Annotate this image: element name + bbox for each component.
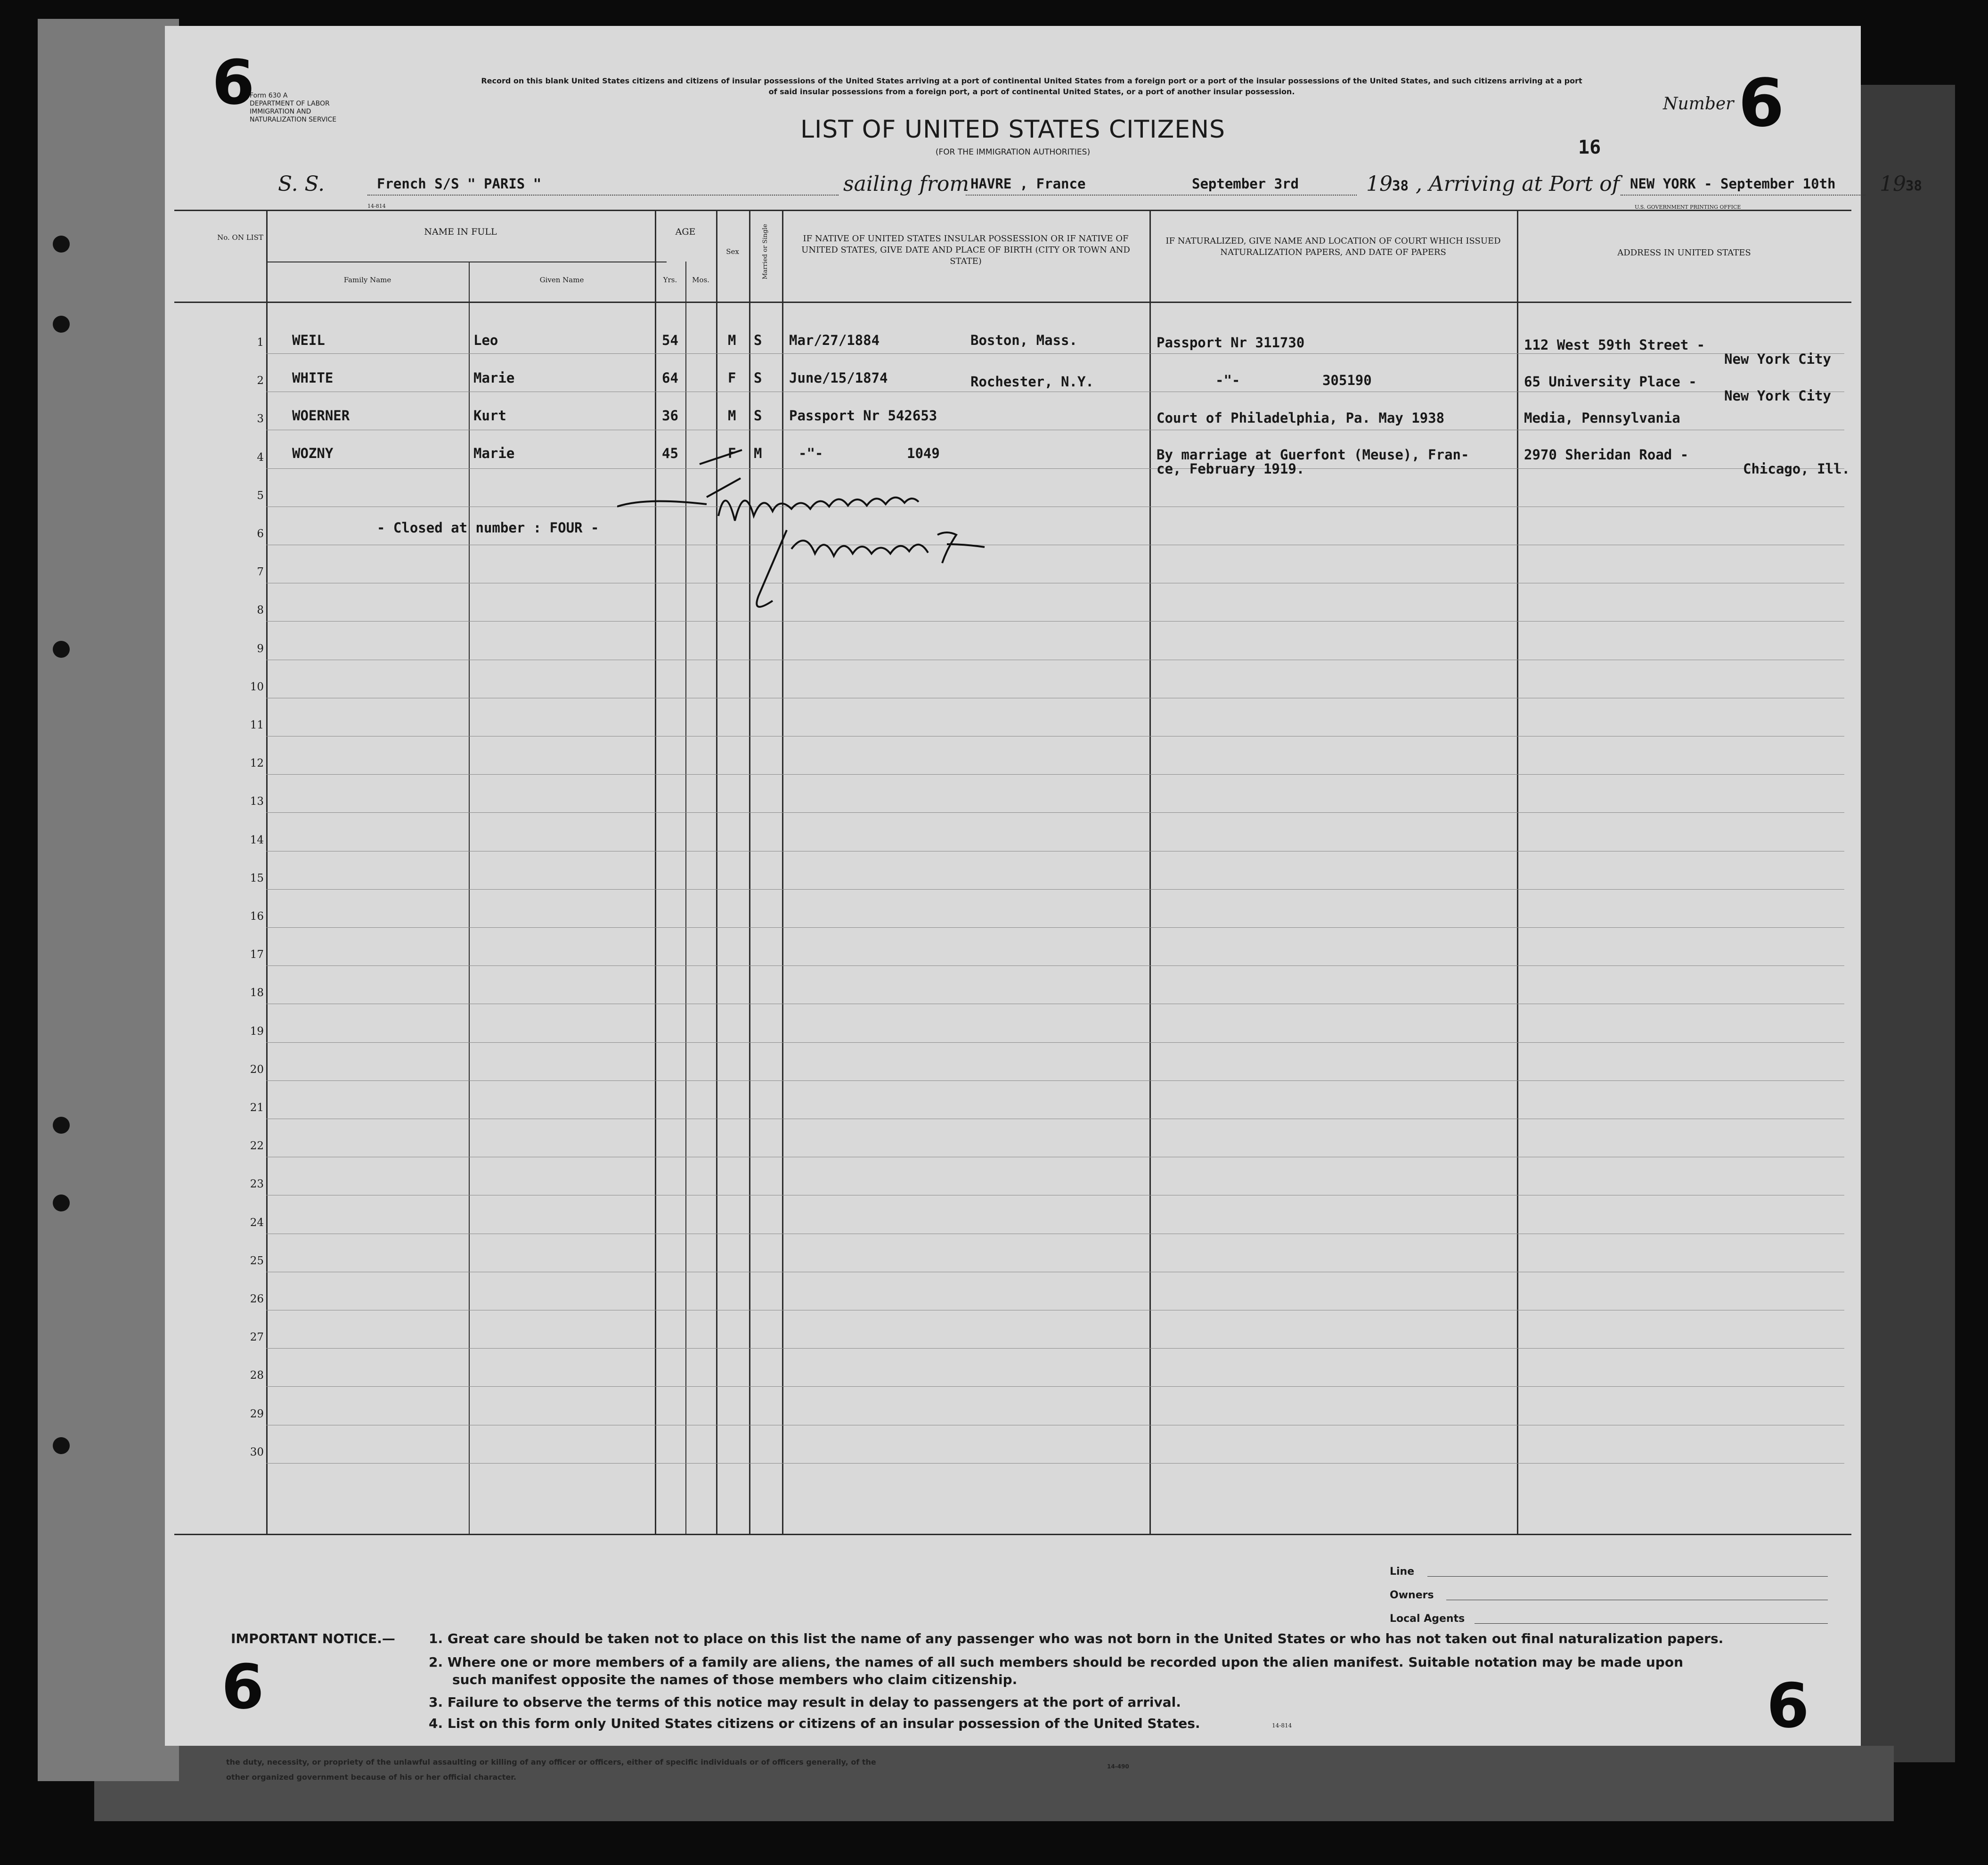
manifest-sheet xyxy=(165,26,1922,1746)
notice-heading: IMPORTANT NOTICE.— xyxy=(231,1631,395,1646)
binder-hole xyxy=(53,236,70,253)
col-rule xyxy=(749,210,750,1534)
header-native-info: IF NATIVE OF UNITED STATES INSULAR POSSESSION OR IF NATIVE OF UNITED STATES, GIVE DATE AND PLACE OF BIRTH (CITY OR TOWN AND STATE) xyxy=(801,234,1130,266)
family-name: WOZNY xyxy=(292,445,334,461)
line-number: 18 xyxy=(250,987,264,999)
col-rule xyxy=(782,210,783,1534)
notice-item-4: 4. List on this form only United States citizens or citizens of an insular possession of the United States. xyxy=(429,1716,1200,1731)
header-address: ADDRESS IN UNITED STATES xyxy=(1617,248,1751,258)
address-line-1: 112 West 59th Street - xyxy=(1524,337,1705,353)
signature-check-marks xyxy=(700,450,742,497)
bottom-sheet-line-1: the duty, necessity, or propriety of the unlawful assaulting or killing of any officer or officers, either of specific individuals or of officers generally, of the xyxy=(226,1758,876,1767)
row-rule xyxy=(266,1348,1844,1349)
col-rule xyxy=(716,210,717,1534)
given-name: Kurt xyxy=(473,408,506,424)
handwritten-signatures xyxy=(617,441,1230,629)
age-years: 64 xyxy=(662,370,678,386)
address-line-2: Chicago, Ill. xyxy=(1743,461,1850,477)
line-number: 20 xyxy=(250,1063,264,1076)
binder-hole xyxy=(53,1194,70,1211)
row-rule xyxy=(266,965,1844,966)
marital-status: S xyxy=(754,332,762,348)
date-from: September 3rd xyxy=(1192,176,1299,192)
line-number: 11 xyxy=(250,719,264,731)
agents-local-field xyxy=(1475,1623,1828,1624)
binder-hole xyxy=(53,316,70,333)
line-number: 16 xyxy=(250,910,264,923)
col-rule xyxy=(469,262,470,1534)
col-rule xyxy=(1517,210,1518,1534)
birth-place: 1049 xyxy=(907,445,940,461)
year-prefix-to: 19 xyxy=(1880,172,1906,196)
line-number: 14 xyxy=(250,834,264,846)
table-bottom-border xyxy=(174,1534,1851,1535)
line-number: 28 xyxy=(250,1369,264,1382)
family-name: WHITE xyxy=(292,370,334,386)
table-top-border xyxy=(174,210,1851,211)
header-married-single: Married or Single xyxy=(762,224,769,279)
line-number: 10 xyxy=(250,680,264,693)
line-number: 8 xyxy=(257,604,264,617)
notice-item-3: 3. Failure to observe the terms of this notice may result in delay to passengers at the port of arrival. xyxy=(429,1694,1181,1710)
port-to: NEW YORK - September 10th xyxy=(1630,176,1836,192)
binder-hole xyxy=(53,1437,70,1454)
line-number: 19 xyxy=(250,1025,264,1038)
underlying-sheet-bottom xyxy=(94,1746,1894,1821)
line-number: 25 xyxy=(250,1254,264,1267)
row-rule xyxy=(266,1386,1844,1387)
form-instructions: Record on this blank United States citizens and citizens of insular possessions of the United States arriving at a port of continental United States from a foreign port or a port of the insular possessions of the United States, and such citizens arriving at a port of said insular possessions from a foreign port, a port of continental United States, or a port of another insular possession. xyxy=(481,76,1582,96)
header-sex: Sex xyxy=(726,247,739,256)
closed-note: - Closed at number : FOUR - xyxy=(377,520,599,536)
address-line-2: New York City xyxy=(1724,351,1831,367)
naturalization-info: By marriage at Guerfont (Meuse), Fran- xyxy=(1157,447,1469,463)
year-prefix-from: 19 xyxy=(1366,172,1393,196)
line-number: 23 xyxy=(250,1178,264,1191)
marital-status: M xyxy=(754,445,762,461)
line-number: 6 xyxy=(257,528,264,540)
number-label: Number xyxy=(1663,94,1734,114)
bottom-sheet-line-2: other organized government because of his or her official character. xyxy=(226,1773,516,1782)
header-naturalized-info: IF NATURALIZED, GIVE NAME AND LOCATION OF COURT WHICH ISSUED NATURALIZATION PAPERS, AND DATE OF PAPERS xyxy=(1165,236,1501,257)
ship-underline xyxy=(367,195,839,196)
header-age: AGE xyxy=(675,227,696,237)
sex: M xyxy=(728,332,736,348)
notice-item-2: 2. Where one or more members of a family are aliens, the names of all such members should be recorded upon the alien manifest. Suitable notation may be made upon xyxy=(429,1654,1684,1670)
line-number: 29 xyxy=(250,1407,264,1420)
naturalization-info: Passport Nr 311730 xyxy=(1157,335,1305,351)
naturalization-info-cont: ce, February 1919. xyxy=(1157,461,1305,477)
family-name: WEIL xyxy=(292,332,325,348)
sex: M xyxy=(728,408,736,424)
marital-status: S xyxy=(754,370,762,386)
arriving-label: , Arriving at Port of xyxy=(1416,172,1620,196)
row-rule xyxy=(266,353,1844,354)
header-yrs: Yrs. xyxy=(663,276,677,284)
corner-number-bottom-right: 6 xyxy=(1767,1670,1809,1742)
corner-number-top-left: 6 xyxy=(212,47,255,118)
line-number: 12 xyxy=(250,757,264,770)
age-years: 45 xyxy=(662,445,678,461)
given-name: Leo xyxy=(473,332,498,348)
birth-date: Mar/27/1884 xyxy=(789,332,880,348)
corner-number-bottom-left: 6 xyxy=(221,1651,264,1723)
line-number: 5 xyxy=(257,489,264,502)
line-number: 15 xyxy=(250,872,264,884)
header-name-in-full: NAME IN FULL xyxy=(424,227,497,237)
marital-status: S xyxy=(754,408,762,424)
given-name: Marie xyxy=(473,445,515,461)
line-number: 21 xyxy=(250,1102,264,1114)
form-tag: Form 630 A DEPARTMENT OF LABOR IMMIGRATION AND NATURALIZATION SERVICE xyxy=(250,92,337,123)
signature-chapius xyxy=(757,530,985,607)
row-rule xyxy=(266,1080,1844,1081)
line-number: 30 xyxy=(250,1446,264,1458)
printing-office: U.S. GOVERNMENT PRINTING OFFICE xyxy=(1635,204,1741,210)
address-line-1: Media, Pennsylvania xyxy=(1524,410,1680,426)
address-line-1: 2970 Sheridan Road - xyxy=(1524,447,1689,463)
col-rule xyxy=(1149,210,1151,1534)
port-from: HAVRE , France xyxy=(970,176,1086,192)
row-rule xyxy=(266,774,1844,775)
line-number: 24 xyxy=(250,1216,264,1229)
header-mos: Mos. xyxy=(692,276,709,284)
agents-line-field xyxy=(1427,1576,1828,1577)
notice-form-code: 14-814 xyxy=(1272,1722,1292,1729)
page-title: LIST OF UNITED STATES CITIZENS xyxy=(800,115,1225,144)
year-from: 38 xyxy=(1392,178,1409,194)
row-rule xyxy=(266,889,1844,890)
binder-hole xyxy=(53,641,70,658)
ss-label: S. S. xyxy=(278,172,325,196)
header-given-name: Given Name xyxy=(539,276,584,284)
year-to: 38 xyxy=(1906,178,1922,194)
sex: F xyxy=(728,370,736,386)
sailing-underline xyxy=(966,195,1357,196)
line-number: 7 xyxy=(257,566,264,579)
line-number: 1 xyxy=(257,336,264,349)
bottom-sheet-code: 14-490 xyxy=(1107,1763,1129,1770)
agents-owners-label: Owners xyxy=(1390,1589,1434,1601)
header-no-on-list: No. ON LIST xyxy=(217,233,263,242)
naturalization-info: Court of Philadelphia, Pa. May 1938 xyxy=(1157,410,1445,426)
line-number: 2 xyxy=(257,375,264,387)
line-number: 26 xyxy=(250,1293,264,1305)
agents-line-label: Line xyxy=(1390,1566,1415,1578)
header-bottom-rule xyxy=(174,302,1851,303)
naturalization-info: -"- 305190 xyxy=(1215,372,1372,388)
line-number: 22 xyxy=(250,1140,264,1153)
notice-item-1: 1. Great care should be taken not to place on this list the name of any passenger who was not born in the United States or who has not taken out final naturalization papers. xyxy=(429,1631,1724,1646)
binder-strip xyxy=(38,19,179,1781)
arriving-underline xyxy=(1621,195,1866,196)
line-number: 9 xyxy=(257,642,264,655)
ship-name: French S/S " PARIS " xyxy=(377,176,542,192)
header-family-name: Family Name xyxy=(343,276,391,284)
underlying-sheet-right xyxy=(1861,85,1955,1762)
agents-local-label: Local Agents xyxy=(1390,1613,1465,1625)
address-line-1: 65 University Place - xyxy=(1524,374,1697,390)
col-rule xyxy=(266,210,268,1534)
sex: F xyxy=(728,445,736,461)
birth-place: Rochester, N.Y. xyxy=(970,374,1094,390)
birth-date: -"- xyxy=(798,445,823,461)
family-name: WOERNER xyxy=(292,408,350,424)
small-code: 14-814 xyxy=(367,203,386,209)
row-rule xyxy=(266,927,1844,928)
col-rule xyxy=(655,210,656,1534)
line-number: 3 xyxy=(257,413,264,425)
row-rule xyxy=(266,812,1844,813)
signature-montgomery xyxy=(617,498,919,521)
age-years: 36 xyxy=(662,408,678,424)
birth-date: June/15/1874 xyxy=(789,370,888,386)
address-line-2: New York City xyxy=(1724,388,1831,404)
binder-hole xyxy=(53,1117,70,1134)
row-rule xyxy=(266,1042,1844,1043)
birth-place: Boston, Mass. xyxy=(970,332,1077,348)
page-number: 16 xyxy=(1578,137,1601,158)
page-subtitle: (FOR THE IMMIGRATION AUTHORITIES) xyxy=(935,147,1091,157)
number-value: 6 xyxy=(1738,65,1784,142)
line-number: 4 xyxy=(257,451,264,464)
sailing-from-label: sailing from xyxy=(843,172,970,196)
line-number: 17 xyxy=(250,949,264,961)
row-rule xyxy=(266,1463,1844,1464)
given-name: Marie xyxy=(473,370,515,386)
line-number: 27 xyxy=(250,1331,264,1344)
notice-item-2-cont: such manifest opposite the names of those members who claim citizenship. xyxy=(452,1672,1018,1687)
birth-date: Passport Nr 542653 xyxy=(789,408,937,424)
line-number: 13 xyxy=(250,795,264,808)
age-years: 54 xyxy=(662,332,678,348)
